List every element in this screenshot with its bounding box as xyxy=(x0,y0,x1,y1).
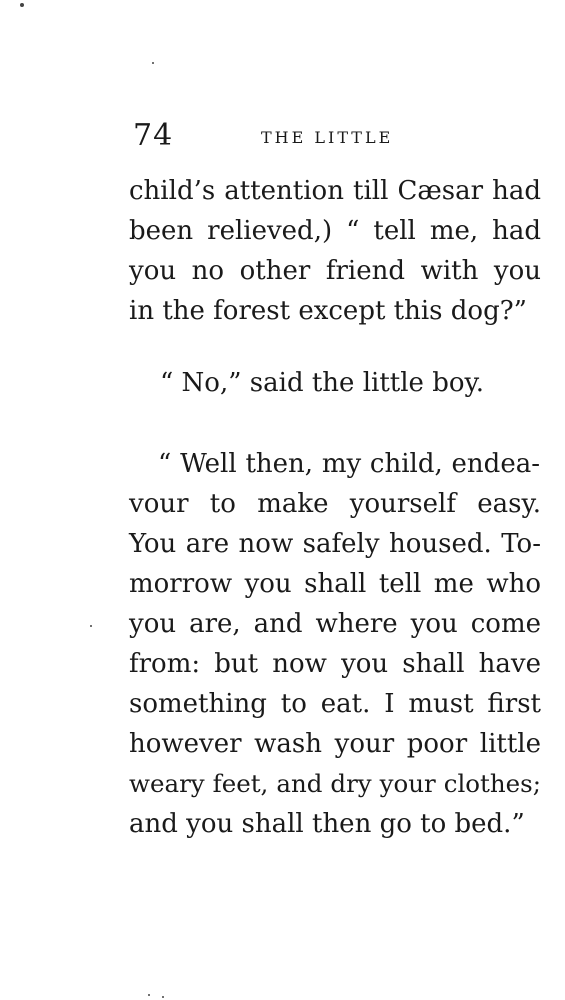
print-speck xyxy=(148,994,150,996)
text-line: you are, and where you come xyxy=(129,609,541,639)
page-number: 74 xyxy=(133,118,174,153)
print-speck xyxy=(152,62,154,64)
text-line: child’s attention till Cæsar had xyxy=(129,176,541,206)
text-line: “ No,” said the little boy. xyxy=(160,368,484,398)
text-line: something to eat. I must first xyxy=(129,689,541,719)
text-line: and you shall then go to bed.” xyxy=(129,809,525,839)
text-line: in the forest except this dog?” xyxy=(129,296,527,326)
text-line: weary feet, and dry your clothes; xyxy=(129,769,541,798)
text-line: from: but now you shall have xyxy=(129,649,541,679)
print-speck xyxy=(20,3,24,7)
text-line: however wash your poor little xyxy=(129,729,541,759)
text-line: morrow you shall tell me who xyxy=(129,569,541,599)
text-line: vour to make yourself easy. xyxy=(129,489,541,519)
page-header xyxy=(133,118,533,158)
text-line: You are now safely housed. To- xyxy=(129,529,541,559)
text-line: “ Well then, my child, endea- xyxy=(158,449,540,479)
running-title: THE LITTLE xyxy=(261,128,394,147)
print-speck xyxy=(90,625,92,627)
text-line: been relieved,) “ tell me, had xyxy=(129,216,541,246)
text-line: you no other friend with you xyxy=(129,256,541,286)
print-speck xyxy=(162,996,164,998)
